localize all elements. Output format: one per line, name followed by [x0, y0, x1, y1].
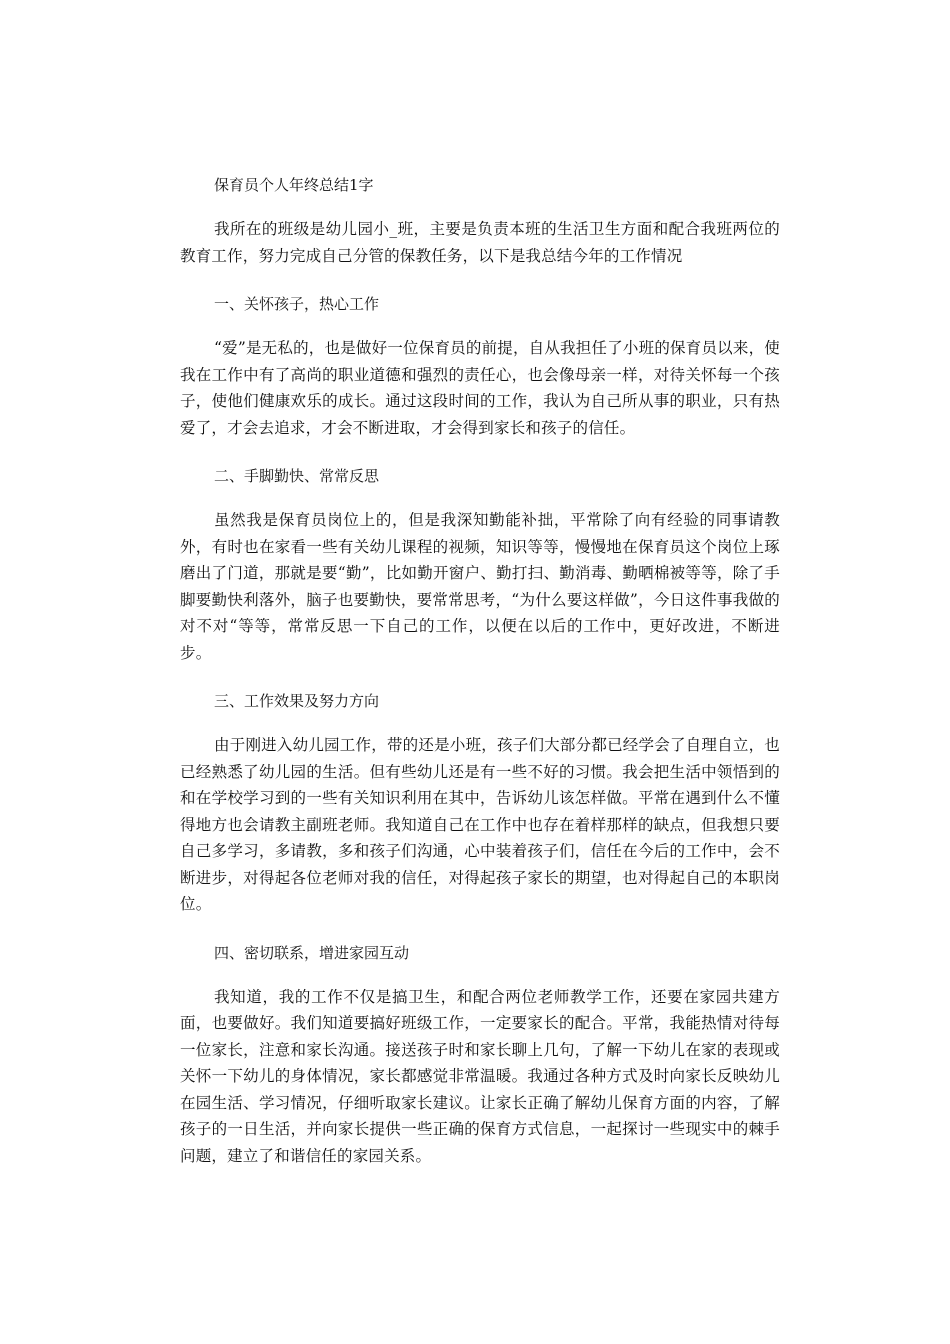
section-heading-1: 一、关怀孩子，热心工作 — [214, 295, 380, 313]
section-heading-4: 四、密切联系，增进家园互动 — [214, 943, 410, 962]
section-heading-3: 三、工作效果及努力方向 — [214, 692, 380, 710]
document-page — [180, 172, 780, 1191]
section-paragraph-2: 虽然我是保育员岗位上的，但是我深知勤能补拙，平常除了向有经验的同事请教外，有时也在家看一些有关幼儿课程的视频，知识等等，慢慢地在保育员这个岗位上琢磨出了门道，那就是要“勤”，比如勤开窗户、勤打扫、勤消毒、勤晒棉被等等，除了手脚要勤快利落外，脑子也要勤快，要常常思考，“为什么要这样做”，今日这件事我做的对不对“等等，常常反思一下自己的工作，以便在以后的工作中，更好改进，不断进步。 — [180, 511, 780, 662]
section-paragraph-1: “爱”是无私的，也是做好一位保育员的前提，自从我担任了小班的保育员以来，使我在工作中有了高尚的职业道德和强烈的责任心，也会像母亲一样，对待关怀每一个孩子，使他们健康欢乐的成长。通过这段时间的工作，我认为自己所从事的职业，只有热爱了，才会去追求，才会不断进取，才会得到家长和孩子的信任。 — [180, 339, 780, 437]
document-title: 保育员个人年终总结1字 — [214, 176, 374, 194]
intro-paragraph: 我所在的班级是幼儿园小_班，主要是负责本班的生活卫生方面和配合我班两位的教育工作，努力完成自己分管的保教任务，以下是我总结今年的工作情况 — [180, 220, 780, 265]
section-paragraph-4: 我知道，我的工作不仅是搞卫生，和配合两位老师教学工作，还要在家园共建方面，也要做好。我们知道要搞好班级工作，一定要家长的配合。平常，我能热情对待每一位家长，注意和家长沟通。接送孩子时和家长聊上几句，了解一下幼儿在家的表现或关怀一下幼儿的身体情况，家长都感觉非常温暖。我通过各种方式及时向家长反映幼儿在园生活、学习情况，仔细听取家长建议。让家长正确了解幼儿保育方面的内容，了解孩子的一日生活，并向家长提供一些正确的保育方式信息，一起探讨一些现实中的棘手问题，建立了和谐信任的家园关系。 — [180, 987, 780, 1165]
section-paragraph-3: 由于刚进入幼儿园工作，带的还是小班，孩子们大部分都已经学会了自理自立，也已经熟悉了幼儿园的生活。但有些幼儿还是有一些不好的习惯。我会把生活中领悟到的和在学校学习到的一些有关知识利用在其中，告诉幼儿该怎样做。平常在遇到什么不懂得地方也会请教主副班老师。我知道自己在工作中也存在着样那样的缺点，但我想只要自己多学习，多请教，多和孩子们沟通，心中装着孩子们，信任在今后的工作中，会不断进步，对得起各位老师对我的信任，对得起孩子家长的期望，也对得起自己的本职岗位。 — [180, 736, 780, 913]
section-heading-2: 二、手脚勤快、常常反思 — [214, 467, 380, 485]
